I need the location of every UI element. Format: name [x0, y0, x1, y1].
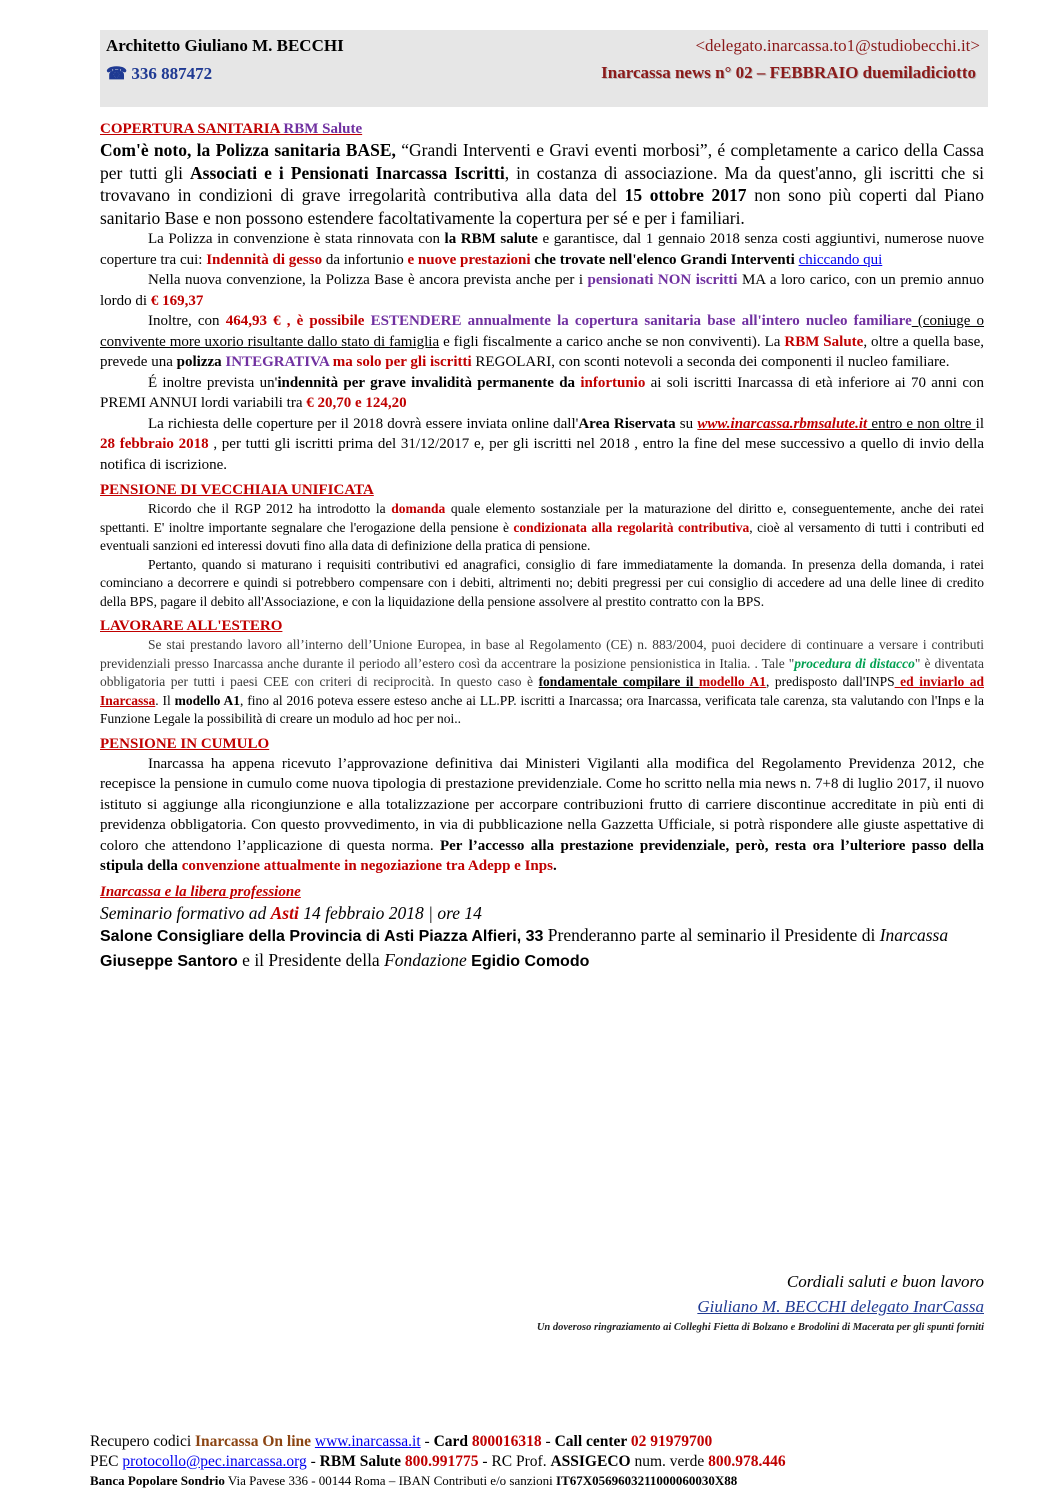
paragraph-pertanto: Pertanto, quando si maturano i requisiti contributivi ed anagrafici, consiglio di fare immediatamente la domanda. In presenza della domanda, i ratei cominciano a decorrere e quindi si potrebbero compensare con i debiti, altrimenti no; debiti pregressi per cui consiglio di accedere ad una delle linee di credito della BPS, pagare il debito all'Associazione, e con la liquidazione della pensione assolvere al prestito contratto con la BPS. [100, 556, 984, 609]
paragraph-pensionati: Nella nuova convenzione, la Polizza Base è ancora prevista anche per i pensionati NON iscritti MA a loro carico, con un premio annuo lordo di € 169,37 [100, 272, 984, 309]
section-title-vecchiaia: PENSIONE DI VECCHIAIA UNIFICATA [100, 482, 374, 498]
paragraph-cumulo: Inarcassa ha appena ricevuto l’approvazione definitiva dai Ministeri Vigilanti alla modifica del Regolamento Previdenza 2012, che recepisce la pensione in cumulo come nuova tipologia di prestazione previdenziale. Come ho scritto nella mia news n. 7+8 di luglio 2017, il nuovo istituto si aggiunge alla ricongiunzione e alla totalizzazione per accorpare contribuzioni frutto di carriere discontinue accreditate in più enti di previdenza obbligatoria. Con questo provvedimento, in via di pubblicazione nella Gazzetta Ufficiale, si potrà rispondere alle giuste aspettative di coloro che attendono l’applicazione di questa norma. Per l’accesso alla prestazione previdenziale, però, resta ora l’ulteriore passo della stipula della convenzione attualmente in negoziazione tra Adepp e Inps. [100, 755, 984, 874]
paragraph-estendere: Inoltre, con 464,93 € , è possibile ESTENDERE annualmente la copertura sanitaria base all'intero nucleo familiare (coniuge o convivente more uxorio risultante dallo stato di famiglia e figli fiscalmente a carico anche se non conviventi). La RBM Salute, oltre a quella base, prevede una polizza INTEGRATIVA ma solo per gli iscritti REGOLARI, con sconti notevoli a seconda dei componenti il nucleo familiare. [100, 313, 985, 370]
grandi-interventi-link[interactable]: chiccando qui [798, 251, 883, 268]
document-body [100, 120, 984, 973]
paragraph-seminario: Salone Consigliare della Provincia di Asti Piazza Alfieri, 33 Prenderanno parte al seminario il Presidente di Inarcassa Giuseppe Santoro e il Presidente della Fondazione Egidio Comodo [100, 925, 949, 970]
inarcassa-site-link[interactable]: www.inarcassa.it [314, 1433, 421, 1450]
acknowledgement-note: Un doveroso ringraziamento ai Colleghi Fietta di Bolzano e Brodolini di Macerata per gli spunti forniti [536, 1322, 984, 1333]
footer-contacts [90, 1432, 985, 1490]
paragraph-richiesta: La richiesta delle coperture per il 2018 dovrà essere inviata online dall'Area Riservata su www.inarcassa.rbmsalute.it entro e non oltre il 28 febbraio 2018 , per tutti gli iscritti prima del 31/12/2017 e, per gli iscritti nel 2018 , entro la fine del mese successivo a quello di invio della notifica di iscrizione. [100, 415, 985, 473]
signature-name: Giuliano M. BECCHI delegato InarCassa [697, 1297, 984, 1316]
section-title-copertura: COPERTURA SANITARIA RBM Salute [100, 121, 363, 137]
newsletter-issue: Inarcassa news n° 02 – FEBBRAIO duemiladiciotto [601, 63, 976, 82]
letterhead [100, 30, 988, 107]
paragraph-invalidita: É inoltre prevista un'indennità per grave invalidità permanente da infortunio ai soli iscritti Inarcassa di età inferiore ai 70 anni con PREMI ANNUI lordi variabili tra € 20,70 e 124,20 [100, 374, 984, 411]
section-title-cumulo: PENSIONE IN CUMULO [100, 735, 270, 752]
paragraph-intro: Com'è noto, la Polizza sanitaria BASE, “Grandi Interventi e Gravi eventi morbosi”, é completamente a carico della Cassa per tutti gli Associati e i Pensionati Inarcassa Iscritti, in costanza di associazione. Ma da quest'anno, gli iscritti che si trovavano in condizioni di grave irregolarità contributiva alla data del 15 ottobre 2017 non sono più coperti dal Piano sanitario Base e non possono estendere facoltativamente la copertura per sé e per i familiari. [100, 140, 985, 228]
author-email[interactable]: <delegato.inarcassa.to1@studiobecchi.it> [695, 36, 980, 55]
rbmsalute-link[interactable]: www.inarcassa.rbmsalute.it [697, 415, 868, 432]
section-title-estero: LAVORARE ALL'ESTERO [100, 618, 283, 634]
paragraph-domanda: Ricordo che il RGP 2012 ha introdotto la domanda quale elemento sostanziale per la maturazione del diritto e, conseguentemente, anche dei ratei spettanti. E' inoltre importante segnalare che l'erogazione della pensione è condizionata alla regolarità contributiva, cioè al versamento di tutti i contributi ed eventuali sanzioni ed interessi dovuti fino alla data di definizione della pratica di pensione. [100, 501, 984, 553]
pec-email-link[interactable]: protocollo@pec.inarcassa.org [122, 1453, 307, 1470]
closing-greeting: Cordiali saluti e buon lavoro [786, 1272, 984, 1291]
footer-line-3: Banca Popolare Sondrio Via Pavese 336 - 00144 Roma – IBAN Contributi e/o sanzioni IT67X0569603211000060030X88 [90, 1473, 738, 1488]
author-name: Architetto Giuliano M. BECCHI [106, 36, 344, 55]
seminar-line: Seminario formativo ad Asti 14 febbraio 2018 | ore 14 [100, 902, 482, 923]
section-title-libera-professione: Inarcassa e la libera professione [100, 883, 301, 900]
paragraph-estero: Se stai prestando lavoro all’interno dell’Unione Europea, in base al Regolamento (CE) n. 883/2004, puoi decidere di continuare a versare i contributi previdenziali presso Inarcassa anche durante il periodo all’estero così da accentrare la posizione pensionistica in Italia. . Tale "procedura di distacco" è diventata obbligatoria per tutti i paesi CEE con criteri di reciprocità. In questo caso è fondamentale compilare il modello A1, predisposto dall'INPS ed inviarlo ad Inarcassa. Il modello A1, fino al 2016 poteva essere esteso anche ai LL.PP. iscritti a Inarcassa; ora Inarcassa, verificata tale carenza, sta valutando con l'Inps e la Funzione Legale la possibilità di creare un modulo ad hoc per noi.. [100, 637, 984, 726]
footer-line-1: Recupero codici Inarcassa On line www.inarcassa.it - Card 800016318 - Call center 02 91979700 [90, 1433, 713, 1450]
author-phone: ☎ 336 887472 [106, 64, 213, 83]
footer-line-2: PEC protocollo@pec.inarcassa.org - RBM Salute 800.991775 - RC Prof. ASSIGECO num. verde 800.978.446 [90, 1453, 786, 1470]
paragraph-rbm: La Polizza in convenzione è stata rinnovata con la RBM salute e garantisce, dal 1 gennaio 2018 senza costi aggiuntivi, numerose nuove coperture tra cui: Indennità di gesso da infortunio e nuove prestazioni che trovate nell'elenco Grandi Interventi chiccando qui [100, 231, 984, 268]
